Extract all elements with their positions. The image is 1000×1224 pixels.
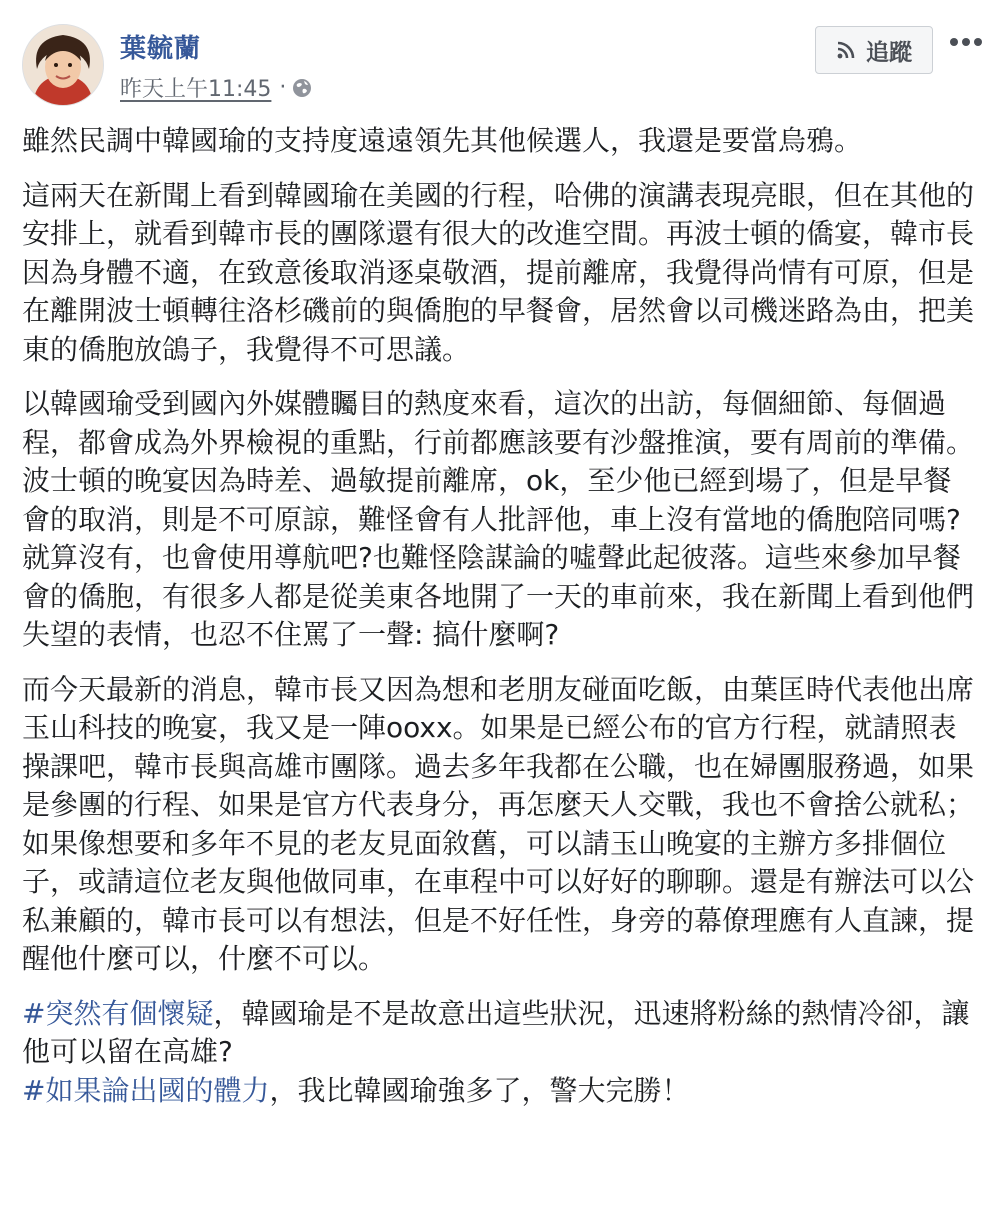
post-meta xyxy=(120,72,312,103)
meta-separator: · xyxy=(279,75,287,100)
post-header xyxy=(0,0,1000,120)
hashtag-line xyxy=(22,995,978,1072)
post-body xyxy=(22,122,978,1110)
post-paragraph: 雖然民調中韓國瑜的支持度遠遠領先其他候選人，我還是要當烏鴉。 xyxy=(22,124,863,157)
hashtag-link[interactable]: #如果論出國的體力 xyxy=(22,1073,270,1107)
rss-icon xyxy=(836,40,856,60)
avatar-portrait xyxy=(23,25,103,105)
hashtag-line xyxy=(22,1072,978,1111)
author-name[interactable]: 葉毓蘭 xyxy=(120,34,202,64)
more-horizontal-icon[interactable] xyxy=(945,22,987,62)
follow-button[interactable] xyxy=(815,26,933,74)
hashtag-line-text: ，韓國瑜是不是故意出這些狀況，迅速將粉絲的熱情冷卻，讓他可以留在高雄? xyxy=(22,996,970,1068)
hashtag-link[interactable]: #突然有個懷疑 xyxy=(22,996,214,1030)
post-paragraph: 而今天最新的消息，韓市長又因為想和老朋友碰面吃飯，由葉匡時代表他出席玉山科技的晚宴，我又是一陣ooxx。如果是已經公布的官方行程，就請照表操課吧，韓市長與高雄市團隊。過去多年我都在公職，也在婦團服務過，如果是參團的行程、如果是官方代表身分，再怎麼天人交戰，我也不會捨公就私；如果像想要和多年不見的老友見面敘舊，可以請玉山晚宴的主辦方多排個位子，或請這位老友與他做同車，在車程中可以好好的聊聊。還是有辦法可以公私兼顧的，韓市長可以有想法，但是不好任性，身旁的幕僚理應有人直諫，提醒他什麼可以，什麼不可以。 xyxy=(22,672,975,975)
follow-button-label: 追蹤 xyxy=(866,39,912,66)
globe-icon[interactable] xyxy=(292,78,312,98)
post-paragraph: 以韓國瑜受到國內外媒體矚目的熱度來看，這次的出訪，每個細節、每個過程，都會成為外界檢視的重點，行前都應該要有沙盤推演，要有周前的準備。波士頓的晚宴因為時差、過敏提前離席，ok，至少他已經到場了，但是早餐會的取消，則是不可原諒，難怪會有人批評他，車上沒有當地的僑胞陪同嗎?就算沒有，也會使用導航吧?也難怪陰謀論的噓聲此起彼落。這些來參加早餐會的僑胞，有很多人都是從美東各地開了一天的車前來，我在新聞上看到他們失望的表情，也忍不住罵了一聲: 搞什麼啊? xyxy=(22,387,975,651)
post-paragraph: 這兩天在新聞上看到韓國瑜在美國的行程，哈佛的演講表現亮眼，但在其他的安排上，就看到韓市長的團隊還有很大的改進空間。再波士頓的僑宴，韓市長因為身體不適，在致意後取消逐桌敬酒，提前離席，我覺得尚情有可原，但是在離開波士頓轉往洛杉磯前的與僑胞的早餐會，居然會以司機迷路為由，把美東的僑胞放鴿子，我覺得不可思議。 xyxy=(22,178,975,366)
hashtag-line-text: ，我比韓國瑜強多了，警大完勝！ xyxy=(269,1073,690,1107)
post-timestamp[interactable]: 昨天上午11:45 xyxy=(120,77,272,102)
author-avatar[interactable] xyxy=(22,24,104,106)
